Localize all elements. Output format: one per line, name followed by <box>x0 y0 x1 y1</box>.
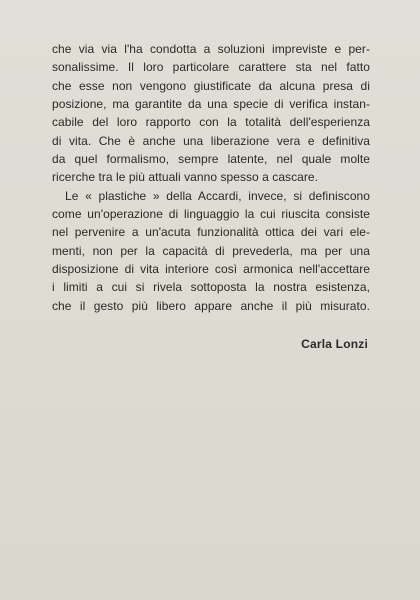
text-line: posizione, ma garantite da una specie di verifica instan- <box>52 97 370 112</box>
text-line: ricerche tra le più attuali vanno spesso a cascare. <box>52 170 319 185</box>
text-line: i limiti a cui si rivela sottoposta la nostra esistenza, <box>52 280 370 295</box>
body-text <box>52 40 370 315</box>
text-line: Le « plastiche » della Accardi, invece, si definiscono <box>65 188 370 203</box>
text-line: sonalissime. Il loro particolare carattere sta nel fatto <box>52 60 370 75</box>
text-line: che il gesto più libero appare anche il più misurato. <box>52 298 370 313</box>
text-line: disposizione di vita interiore così armonica nell'accettare <box>52 262 370 277</box>
paragraph-2 <box>52 187 370 315</box>
text-line: nel pervenire a un'acuta funzionalità ottica dei vari ele- <box>52 225 370 240</box>
text-line: di vita. Che è anche una liberazione vera e definitiva <box>52 133 370 148</box>
paragraph-1 <box>52 40 370 187</box>
text-line: menti, non per la capacità di prevederla, ma per una <box>52 243 370 258</box>
text-line: da quel formalismo, sempre latente, nel quale molte <box>52 152 370 167</box>
text-line: che esse non vengono giustificate da alcuna presa di <box>52 78 370 93</box>
author-signature: Carla Lonzi <box>301 337 368 351</box>
text-line: cabile del loro rapporto con la totalità dell'esperienza <box>52 115 370 130</box>
text-line: che via via l'ha condotta a soluzioni impreviste e per- <box>52 42 370 56</box>
text-line: come un'operazione di linguaggio la cui riuscita consiste <box>52 207 370 222</box>
